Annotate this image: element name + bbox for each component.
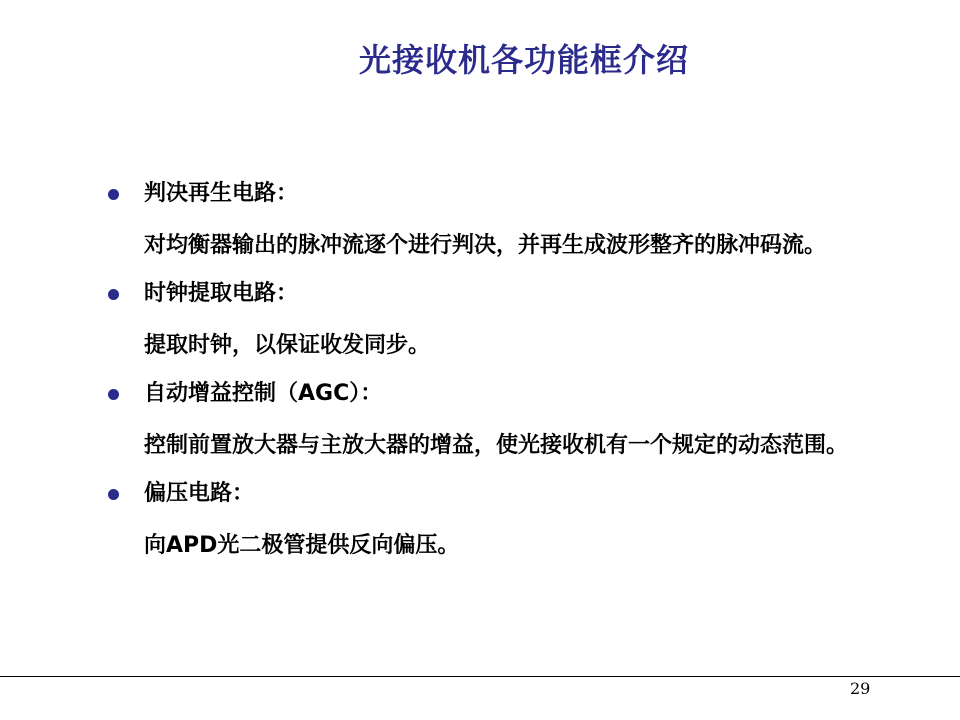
bullet-heading: 偏压电路：: [144, 481, 255, 506]
bullet-heading: 自动增益控制（AGC）：: [144, 381, 383, 406]
bullet-item-bias-circuit: [108, 472, 888, 569]
bullet-row: [108, 272, 888, 316]
bullet-dot-icon: [108, 489, 119, 500]
bullet-heading: 时钟提取电路：: [144, 281, 299, 306]
bullet-description: 控制前置放大器与主放大器的增益，使光接收机有一个规定的动态范围。: [144, 433, 849, 458]
bullet-description: 向APD光二极管提供反向偏压。: [144, 533, 460, 558]
footer-divider: [0, 676, 960, 677]
bullet-item-clock-extraction: [108, 272, 888, 369]
bullet-item-decision-regeneration: [108, 172, 888, 269]
bullet-item-agc: [108, 372, 888, 469]
bullet-dot-icon: [108, 289, 119, 300]
bullet-row: [108, 172, 888, 216]
bullet-list: [108, 172, 888, 572]
page-number: 29: [850, 679, 871, 698]
bullet-heading: 判决再生电路：: [144, 181, 299, 206]
bullet-row: [108, 372, 888, 416]
bullet-dot-icon: [108, 389, 119, 400]
bullet-description: 对均衡器输出的脉冲流逐个进行判决，并再生成波形整齐的脉冲码流。: [144, 233, 827, 258]
slide-title: 光接收机各功能框介绍: [358, 41, 689, 79]
bullet-row: [108, 472, 888, 516]
bullet-description: 提取时钟，以保证收发同步。: [144, 333, 431, 358]
bullet-dot-icon: [108, 189, 119, 200]
